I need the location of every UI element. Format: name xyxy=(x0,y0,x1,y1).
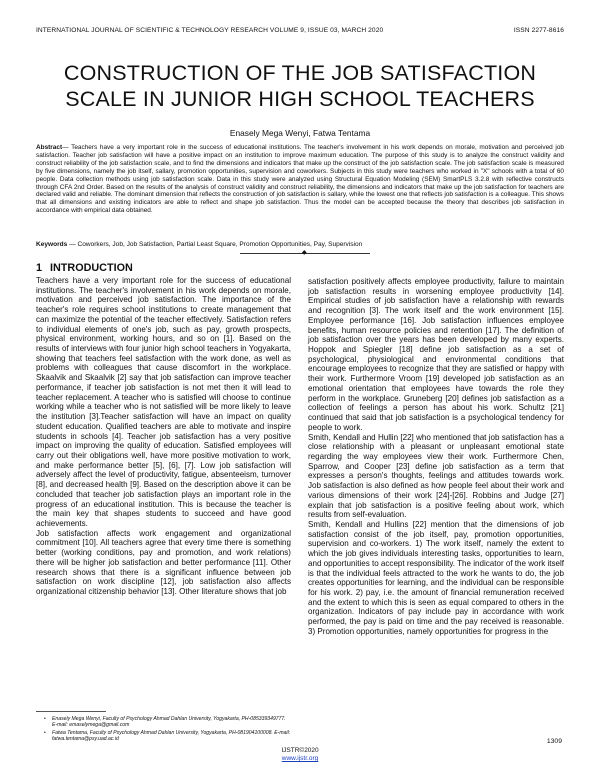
keywords-label: Keywords xyxy=(36,241,68,248)
footnote-item: • Enasely Mega Wenyi, Faculty of Psychology Ahmad Dahlan University, Yogyakarta, PH-085339349777. E-mail: emaselymega@gmail.com xyxy=(52,716,292,728)
body-paragraph: satisfaction positively affects employee productivity, failure to maintain job satisfaction results in worsening employee productivity [14]. Empirical studies of job satisfaction have a relationship with rewards and recognition [3]. The work itself and the work environment [15]. Employee performance [16]. Job satisfaction influences employee benefits, human resource policies and retention [17]. The definition of job satisfaction over the years has been developed by many experts. Hoppok and Spiegler [18] define job satisfaction as a set of psychological, physiological and environmental conditions that encourage employees to recognize that they are satisfied or happy with their work. Furthermore Vroom [19] developed job satisfaction as an emotional orientation that employees have towards the role they perform in the workplace. Gruneberg [20] defines job satisfaction as a collection of feelings a person has about his work. Schultz [21] continued that said that job satisfaction is a psychological tendency for people to work. xyxy=(308,277,564,432)
keywords xyxy=(36,241,564,249)
footnotes xyxy=(52,716,292,743)
body-paragraph: Smith, Kendall and Hullin [22] who mentioned that job satisfaction has a close relationship with a pleasant or unpleasant emotional state regarding the way employees view their work. Furthermore Chen, Sparrow, and Cooper [23] define job satisfaction as a term that expresses a person's thoughts, feelings and attitudes towards work. Job satisfaction is also defined as how people feel about their work and various dimensions of their work [24]-[26]. Robbins and Judge [27] explain that job satisfaction is a positive feeling about work, which results from self-evaluation. xyxy=(308,432,564,520)
body-paragraph: Smith, Kendall and Hullins [22] mention that the dimensions of job satisfaction consist of the job itself, pay, promotion opportunities, supervision and co-workers. 1) The work itself, namely the extent to which the job gives individuals interesting tasks, opportunities to learn, and opportunities to accept responsibility. The indicator of the work itself is that the individual feels attracted to the work he wants to do, the job creates opportunities for learning, and the individual can be responsible for his work. 2) pay, i.e. the amount of financial remuneration received and the extent to which this is seen as equal compared to others in the organization. Indicators of pay include pay in accordance with work performed, the pay is paid on time and the pay received is reasonable. 3) Promotion opportunities, namely opportunities for progress in the xyxy=(308,519,564,636)
abstract-text: — Teachers have a very important role in the success of educational institutions. The teacher's involvement in his work depends on morale, motivation and perceived job satisfaction. Teacher job satisfaction will have a positive impact on an institution to improve maximum education. The purpose of this study is to analyze the construct validity and construct reliability of the job satisfaction scale, and to find the dimensions and indicators that make up the construct of the job satisfaction scale. The job satisfaction scale is measured by five dimensions, namely the job itself, sallary, promotion opportunities, supervision and coworkers. Subjects in this study were teachers who worked in "X" schools with a total of 60 people. Data collection methods using job satisfaction scale. Data in this study were analyzed using Structural Equation Modeling (SEM) SmartPLS 3.2.8 with reflective constructs through CFA 2nd Order. Based on the results of the analysis of construct validity and construct reliability, the dimensions and indicators that make up the job satisfaction for teachers are declared valid and reliable. The dominant dimension that reflects the construction of job satisfaction is sallary, while the lowest one that reflects job satisfaction is a colleague. This shows that all dimensions and existing indicators are able to reflect and shape job satisfaction. Thus the model can be accepted because the theory that describes job satisfaction in accordance with empirical data obtained. xyxy=(36,144,564,215)
keywords-text: — Coworkers, Job, Job Satisfaction, Partial Least Square, Promotion Opportunities, Pay, Supervision xyxy=(67,241,363,248)
footnote-rule xyxy=(36,711,106,712)
body-paragraph: Job satisfaction affects work engagement and organizational commitment [10]. All teachers agree that every time there is something better (working conditions, pay and promotion, and work relations) there will be higher job satisfaction and better performance [11]. Other research shows that there is a significant influence between job satisfaction on work discipline [12], job satisfaction also affects organizational citizenship behavior [13]. Other literature shows that job xyxy=(36,528,291,596)
paper-title xyxy=(30,60,570,112)
right-column xyxy=(308,277,564,637)
copyright-text: IJSTR©2020 xyxy=(281,747,319,754)
left-column xyxy=(36,262,291,597)
footer xyxy=(0,747,600,763)
abstract-label: Abstract xyxy=(36,144,63,151)
title-line-1: CONSTRUCTION OF THE JOB SATISFACTION xyxy=(63,61,537,85)
footnote-item: • Fatwa Tentama, Faculty of Psychology Ahmad Dahlan University, Yogyakarta, PH-081904100008. E-mail: fatwa.tentama@psy.uad.ac.id xyxy=(52,730,292,742)
running-header xyxy=(36,27,564,34)
journal-name: INTERNATIONAL JOURNAL OF SCIENTIFIC & TECHNOLOGY RESEARCH VOLUME 9, ISSUE 03, MARCH 2020 xyxy=(36,27,384,34)
section-number: 1 xyxy=(36,262,43,274)
issn-number: ISSN 2277-8616 xyxy=(513,27,564,34)
section-heading xyxy=(36,262,291,275)
abstract xyxy=(36,144,564,215)
author-list: Enasely Mega Wenyi, Fatwa Tentama xyxy=(229,128,371,138)
website-link[interactable]: www.ijstr.org xyxy=(281,755,319,762)
page-number: 1309 xyxy=(546,738,562,745)
divider-diamond-icon: ◆ xyxy=(302,250,307,256)
section-title: INTRODUCTION xyxy=(50,262,133,274)
title-line-2: SCALE IN JUNIOR HIGH SCHOOL TEACHERS xyxy=(65,87,535,111)
body-paragraph: Teachers have a very important role for the success of educational institutions. The teacher's involvement in his work depends on morale, motivation and perceived job satisfaction. The importance of the teacher's role requires school institutions to create management that can maximize the potential of the teacher effectively. Satisfaction refers to individual elements of one's job, such as pay, growth prospects, physical environment, working hours, and so on [1]. Based on the results of interviews with four junior high school teachers in Yogyakarta, showing that teachers feel satisfaction with the work done, as well as problems with colleagues that cause discomfort in the workplace. Skaalvik and Skaalvik [2] say that job satisfaction can improve teacher performance, if teacher job satisfaction is not met then it will lead to teacher replacement. A teacher who is satisfied will choose to continue working while a teacher who is not satisfied will be more likely to leave the institution [3].Teacher satisfaction will have an impact on quality student education. Qualified teachers are able to motivate and inspire students in schools [4]. Teacher job satisfaction has a very positive impact on improving the quality of education. Satisfied employees will carry out their obligations well, have more positive motivation to work, and make performance better [5], [6], [7]. Low job satisfaction will adversely affect the level of productivity, fatigue, absenteeism, turnover [8], and decreased health [9]. Based on the description above it can be concluded that teacher job satisfaction plays an important role in the progress of an educational institution. This is because the teacher is the main key that shapes students to succeed and have good achievements. xyxy=(36,276,291,528)
